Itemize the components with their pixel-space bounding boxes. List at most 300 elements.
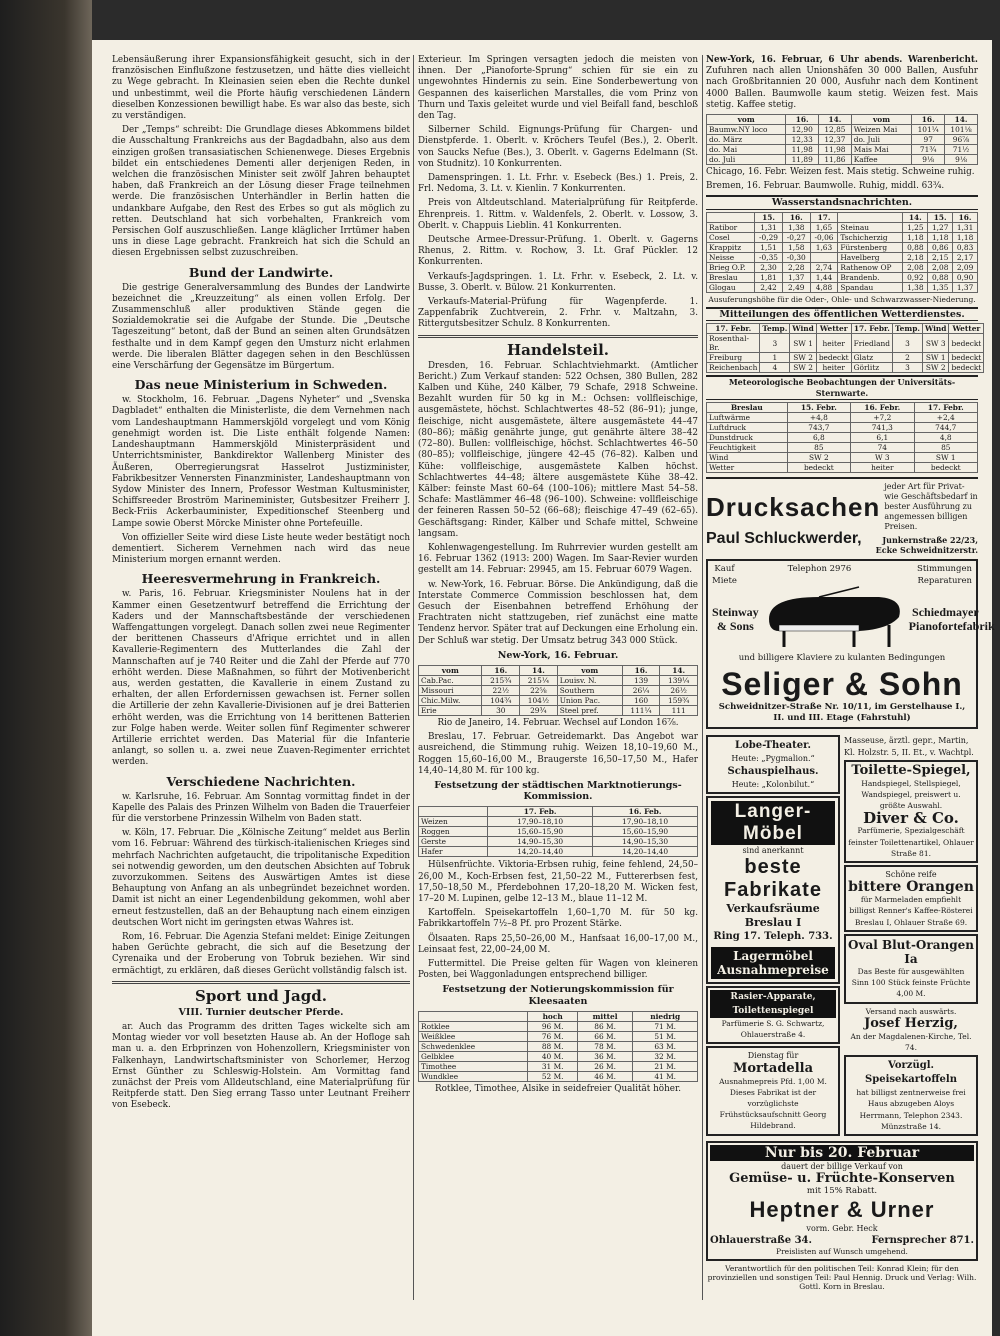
ad-blutorangen-title: Oval Blut-Orangen Ia: [848, 937, 974, 966]
ad-mortadella: [706, 1046, 840, 1135]
ad-herzig-address: An der Magdalenen-Kirche, Tel. 74.: [850, 1031, 972, 1052]
table-row: [707, 155, 978, 165]
table-cell: [810, 252, 838, 262]
table-row: [419, 1061, 698, 1071]
table-header: 14.: [819, 115, 852, 125]
table-cell: 26 M.: [577, 1061, 632, 1071]
table-cell: Rotklee: [419, 1021, 528, 1031]
ad-drucksachen: [706, 477, 978, 532]
result-paragraph: Deutsche Armee-Dressur-Prüfung. 1. Oberlt. v. Gagerns Rhenus, 2. Rittm. v. Rochow, 3. Lt. Graf Pückler. 12 Konkurrenten.: [418, 235, 698, 268]
table-cell: 26¼: [622, 685, 660, 695]
table-cell: -0,29: [755, 232, 783, 242]
article-paragraph: Hülsenfrüchte. Viktoria-Erbsen ruhig, feine fehlend, 24,50–26,00 M., Koch-Erbsen fest, 21,50–22 M., Futtererbsen fest, 17,50–18,50 M., Pferdebohnen 17,20–18,20 M. Wicken fest, 17–20 M. Lupinen, gelbe 12–13 M., blaue 11–12 M.: [418, 860, 698, 904]
table-cell: 1,37: [953, 282, 978, 292]
table-cell: +4,8: [787, 413, 850, 423]
table-cell: 41 M.: [633, 1071, 698, 1081]
table-header: 15. Febr.: [787, 403, 850, 413]
table-header: 15.: [755, 212, 783, 222]
table-cell: 15,60–15,90: [488, 827, 593, 837]
table-cell: 21 M.: [633, 1061, 698, 1071]
ad-orangen-text: für Marmeladen empfiehlt billigst Renner's Kaffee-Rösterei Breslau I, Ohlauer Straße 69.: [849, 895, 973, 927]
article-paragraph: w. Köln, 17. Februar. Die „Kölnische Zeitung“ meldet aus Berlin vom 16. Februar: Während des türkisch-italienischen Krieges sind mehrfach Nachrichten aufgetaucht, die tripolitanische Expedition sei notwendig geworden, um den deutschen Absichten auf Tobruk zuvorzukommen. Seitens des Auswärtigen Amtes ist diese Behauptung von Anfang an als unbegründet bezeichnet worden. Damit ist nicht an einer Legendenbildung gekommen, wohl aber erneut festzustellen, daß an der Behauptung nach einem einzigen deutschen Wort nicht im geringsten etwas Wahres ist.: [112, 828, 410, 928]
ad-konserven-address: Ohlauerstraße 34.: [710, 1234, 812, 1246]
table-cell: bedeckt: [787, 463, 850, 473]
table-cell: 101⅛: [945, 125, 978, 135]
table-cell: Ratibor: [707, 222, 755, 232]
article-paragraph: Dresden, 16. Februar. Schlachtviehmarkt. (Amtlicher Bericht.) Zum Verkauf standen: 522 Ochsen, 380 Bullen, 282 Kalben und Kühe, 240 Kälber, 79 Schafe, 2918 Schweine. Bezahlt wurden für 50 kg in M.: Ochsen: vollfleischige, ausgemästete, höchst. Schlachtwertes 48–52 (86–91); junge, fleischige, nicht ausgemästete, ältere ausgemästete 44–47 (80–86); mäßig genährte junge, gut genährte ältere 38–42 (72–80). Bullen: vollfleischige, höchst. Schlachtwertes 46–50 (80–85); vollfleischige, jüngere 42–45 (76–82). Kalben und Kühe: vollfleischige, ausgemästete Kalben höchst. Schlachtwertes 44–48; ältere ausgemästete Kühe 38–42. Kälber: feinste Mast 60–64 (100–106); mittlere Mast 54–58. Schafe: Mastlämmer 46–48 (96–100). Schweine: vollfleischige der feineren Rassen 50–52 (66–68); fleischige 47–49 (62–65). Geschäftsgang: Rinder, Kälber und Schafe mittel, Schweine langsam.: [418, 360, 698, 539]
table-cell: Brieg O.P.: [707, 262, 755, 272]
table-note: Ausuferungshöhe für die Oder-, Ohle- und Schwarzwasser-Niederung.: [708, 294, 976, 304]
table-cell: Cosel: [707, 232, 755, 242]
ad-orangen-title: bittere Orangen: [848, 879, 974, 896]
table-cell: 2,17: [953, 252, 978, 262]
ad-orangen-top: Schöne reife: [885, 870, 937, 880]
article-paragraph: Futtermittel. Die Preise gelten für Wagen von kleineren Posten, bei Waggonladungen entsprechend billiger.: [418, 959, 698, 981]
ad-piano-mid: [712, 587, 995, 651]
table-header: vom: [707, 115, 786, 125]
table-cell: 2,09: [953, 262, 978, 272]
observations-table: [706, 402, 978, 473]
table-cell: 14,20–14,40: [488, 847, 593, 857]
article-paragraph: Rom, 16. Februar. Die Agenzia Stefani meldet: Einige Zeitungen haben Gerüchte gebracht, die sich auf die Besetzung der Cyrenaika und der Eroberung von Tobruk beziehen. Wir sind ermächtigt, zu erklären, daß dieses Gerücht vollständig falsch ist.: [112, 932, 410, 976]
table-cell: 96 M.: [528, 1021, 577, 1031]
section-divider: [112, 981, 410, 984]
table-title: Festsetzung der städtischen Marktnotierungs-Kommission.: [434, 779, 682, 803]
table-header: 17. Feb.: [488, 807, 593, 817]
table-cell: Gerste: [419, 837, 488, 847]
ad-moebel-big: beste Fabrikate: [724, 856, 822, 902]
ad-moebel-sub: sind anerkannt: [742, 845, 804, 855]
table-cell: 14,90–15,30: [593, 837, 698, 847]
table-cell: 3: [893, 334, 923, 353]
table-header: 16.: [912, 115, 945, 125]
table-row: [419, 837, 698, 847]
table-row: [419, 1031, 698, 1041]
ad-orangen: [844, 865, 978, 932]
table-cell: 78 M.: [577, 1041, 632, 1051]
table-note: Rotklee, Timothee, Alsike in seidefreier Qualität höher.: [434, 1083, 682, 1094]
ad-piano-top: [712, 564, 972, 586]
table-cell: Wind: [707, 453, 788, 463]
table-title: Mitteilungen des öffentlichen Wetterdienstes.: [706, 307, 978, 321]
table-cell: Fürstenberg: [838, 242, 903, 252]
ad-mortadella-title: Mortadella: [733, 1060, 813, 1076]
table-header: Wetter: [816, 324, 851, 334]
table-cell: 11,89: [786, 155, 819, 165]
table-header: Wind: [790, 324, 817, 334]
table-cell: 1,58: [782, 242, 810, 252]
table-cell: 1,27: [928, 222, 953, 232]
table-cell: 2,15: [928, 252, 953, 262]
table-cell: Feuchtigkeit: [707, 443, 788, 453]
table-cell: Union Pac.: [557, 695, 622, 705]
table-note: Rio de Janeiro, 14. Februar. Wechsel auf London 16⅞.: [437, 717, 679, 728]
book-binding: [0, 0, 92, 1336]
table-cell: 9⅛: [945, 155, 978, 165]
ad-grid-right: [844, 733, 978, 1137]
article-paragraph: Ölsaaten. Raps 25,50–26,00 M., Hanfsaat 16,00–17,00 M., Leinsaat fest, 22,00–24,00 M.: [418, 933, 698, 955]
table-header: 14.: [520, 665, 558, 675]
article-paragraph: Der „Temps“ schreibt: Die Grundlage dieses Abkommens bildet die Ausschaltung Frankreichs aus der Bagdadbahn, also aus dem einzigen großen transasiatischen Schienenwege. Dieses Ergebnis bildet ein entschiedenes Dementi aller derjenigen Reden, in welchen die französischen Minister seit zwölf Jahren behauptet haben, daß Frankreich an der Lösung dieser Frage teilnehmen werde. Die französischen Unterhändler in Berlin hatten die undankbare Aufgabe, den Rest des Erbes so gut als möglich zu retten. Deutschland hat sich vorbehalten, Frankreich vom Persischen Golf auszuschließen. Lange kläglicher Irrtümer haben uns in diese Lage gebracht. Frankreich hat sich die Schuld an diesen Ergebnissen selbst zuzuschreiben.: [112, 125, 410, 259]
table-cell: 22⅝: [520, 685, 558, 695]
table-row: [707, 135, 978, 145]
section-heading-frankreich: Heeresvermehrung in Frankreich.: [141, 571, 381, 587]
table-cell: 74: [851, 443, 914, 453]
table-cell: 17,90–18,10: [593, 817, 698, 827]
table-cell: 2,28: [782, 262, 810, 272]
table-cell: Timothee: [419, 1061, 528, 1071]
table-cell: 104¾: [482, 695, 520, 705]
table-cell: do. März: [707, 135, 786, 145]
ad-konserven-phone: Fernsprecher 871.: [871, 1234, 974, 1246]
table-cell: 0,88: [903, 242, 928, 252]
table-cell: bedeckt: [949, 363, 984, 373]
table-cell: bedeckt: [949, 334, 984, 353]
table-cell: 1,25: [903, 222, 928, 232]
table-cell: 97: [912, 135, 945, 145]
table-cell: 0,86: [928, 242, 953, 252]
table-cell: 52 M.: [528, 1071, 577, 1081]
ad-kartoffeln: [844, 1055, 978, 1136]
table-cell: 63 M.: [633, 1041, 698, 1051]
article-paragraph: Breslau, 17. Februar. Getreidemarkt. Das Angebot war ausreichend, die Stimmung ruhig. Weizen 18,10–19,60 M., Roggen 15,60–16,00 M., Braugerste 16,50–17,50 M., Hafer 14,40–14,80 M. für 100 kg.: [418, 732, 698, 776]
article-paragraph: Lebensäußerung ihrer Expansionsfähigkeit gesucht, sich in der französischen Einflußzone festzusetzen, und hätte dies vielleicht zu Wege gebracht. In Kleinasien seien eben die Rechte dunkel und unbestimmt, weil die Pforte häufig verschiedenen Ländern dieselben Konzessionen bewilligt habe. Es war also das beste, sich zu verständigen.: [112, 55, 410, 122]
section-heading-schweden: Das neue Ministerium in Schweden.: [134, 377, 388, 393]
table-cell: 85: [787, 443, 850, 453]
table-row: [707, 222, 978, 232]
ad-moebel-address: Ring 17. Teleph. 733.: [713, 931, 833, 943]
table-header: 17.: [810, 212, 838, 222]
ad-rasier: [706, 986, 840, 1044]
table-row: [707, 443, 978, 453]
column-1: [112, 55, 410, 1300]
table-cell: Friedland: [851, 334, 892, 353]
ad-grid-left: [706, 733, 840, 1137]
table-cell: do. Mai: [707, 145, 786, 155]
table-cell: Kaffee: [851, 155, 912, 165]
table-cell: Erie: [419, 705, 482, 715]
section-divider: [418, 335, 698, 338]
table-header: [419, 1011, 528, 1021]
ad-mortadella-text: Ausnahmepreis Pfd. 1,00 M. Dieses Fabrikat ist der vorzüglichste Frühstücksaufschnitt Georg Hildebrand.: [719, 1076, 827, 1131]
table-header: hoch: [528, 1011, 577, 1021]
ad-address: Schweidnitzer-Straße Nr. 10/11, im Gerstelhause I., II. und III. Etage (Fahrstuhl): [718, 702, 966, 724]
table-cell: 1,81: [755, 272, 783, 282]
table-cell: 2,08: [903, 262, 928, 272]
table-header: 16. Febr.: [851, 403, 914, 413]
ad-theater-title: Lobe-Theater.: [735, 740, 811, 752]
table-cell: 11,98: [786, 145, 819, 155]
table-cell: 40 M.: [528, 1051, 577, 1061]
table-row: [419, 685, 698, 695]
table-row: [707, 453, 978, 463]
table-cell: 1,65: [810, 222, 838, 232]
result-paragraph: Verkaufs-Jagdspringen. 1. Lt. Frhr. v. Esebeck, 2. Lt. v. Busse, 3. Oberlt. v. Bülow. 21 Konkurrenten.: [418, 271, 698, 293]
table-header: Wind: [922, 324, 949, 334]
table-cell: Reichenbach: [707, 363, 760, 373]
table-title: New-York, 16. Februar.: [497, 649, 619, 661]
table-cell: Dunstdruck: [707, 433, 788, 443]
table-cell: 111¼: [622, 705, 660, 715]
table-row: [707, 272, 978, 282]
article-paragraph: ar. Auch das Programm des dritten Tages wickelte sich am Montag wieder vor voll besetzten Hause ab. An der Hofloge sah man u. a. den Erbprinzen von Hohenzollern, Kriegsminister von Falkenhayn, Landwirtschaftsminister von Schorlemer, Herzog Ernst Günther zu Schleswig-Holstein. Am Vormittag fand zunächst der Preis vom Alldeutschland, eine Materialprüfung für Reitpferde statt. Den Sieg errang Tasso unter Leutnant Freiherr von Esebeck.: [112, 1022, 410, 1111]
ad-piano-left: [712, 564, 737, 586]
ad-grid: [706, 733, 978, 1137]
article-paragraph: Kohlenwagengestellung. Im Ruhrrevier wurden gestellt am 16. Februar 1362 (1913: 200) Wagen. Im Saar-Revier wurden gestellt am 14. Februar: 29945, am 15. Februar 6079 Wagen.: [418, 542, 698, 576]
table-header: 14.: [903, 212, 928, 222]
table-row: [707, 433, 978, 443]
table-cell: 86 M.: [577, 1021, 632, 1031]
table-header: vom: [557, 665, 622, 675]
table-cell: do. Juli: [851, 135, 912, 145]
table-row: [707, 282, 978, 292]
ad-services: Stimmungen Reparaturen: [917, 564, 972, 586]
table-row: [707, 242, 978, 252]
ad-massage: Masseuse, ärztl. gepr., Martin, Kl. Holzstr. 5, II. Et., v. Wachtpl.: [844, 736, 974, 757]
column-rule-1: [413, 55, 414, 1300]
ad-spiegel-title: Toilette-Spiegel,: [851, 762, 971, 778]
ad-konserven: [706, 1141, 978, 1261]
table-cell: Steinau: [838, 222, 903, 232]
table-cell: 3: [760, 334, 790, 353]
table-cell: Breslau: [707, 272, 755, 282]
table-header: 16.: [786, 115, 819, 125]
table-row: [707, 423, 978, 433]
table-cell: 139: [622, 675, 660, 685]
table-cell: Görlitz: [851, 363, 892, 373]
ad-moebel-title2: Lagermöbel Ausnahmepreise: [711, 947, 835, 979]
table-cell: SW 2: [790, 363, 817, 373]
table-row: [707, 413, 978, 423]
table-cell: SW 2: [787, 453, 850, 463]
table-cell: Hafer: [419, 847, 488, 857]
table-cell: Spandau: [838, 282, 903, 292]
weather-table: [706, 323, 984, 373]
section-heading-nachrichten: Verschiedene Nachrichten.: [166, 773, 356, 789]
ad-konserven-title: Gemüse- u. Früchte-Konserven: [729, 1171, 955, 1187]
table-cell: 85: [914, 443, 977, 453]
table-cell: Louisv. N.: [557, 675, 622, 685]
table-header: 16.: [482, 665, 520, 675]
ad-spiegel-lines: Handspiegel, Stellspiegel, Wandspiegel, preiswert u. größte Auswahl.: [861, 778, 961, 811]
table-cell: 215¼: [520, 675, 558, 685]
ad-spiegel: [844, 760, 978, 863]
table-cell: Krappitz: [707, 242, 755, 252]
table-cell: Roggen: [419, 827, 488, 837]
result-paragraph: Silberner Schild. Eignungs-Prüfung für Chargen- und Dienstpferde. 1. Oberlt. v. Kröchers Teufel (Bes.), 2. Oberlt. von Saucks Nefue (Bes.), 3. Oberlt. v. Gagerns Edelmann (St. von Studnitz). 10 Konkurrenten.: [418, 125, 698, 169]
table-header: 17. Febr.: [851, 324, 892, 334]
result-paragraph: Damenspringen. 1. Lt. Frhr. v. Esebeck (Bes.) 1. Preis, 2. Frl. Nedoma, 3. Lt. v. Kienlin. 7 Konkurrenten.: [418, 173, 698, 195]
ad-blutorangen: [844, 934, 978, 1004]
table-title: Meteorologische Beobachtungen der Universitäts-Sternwarte.: [706, 375, 978, 400]
market-report: [706, 55, 978, 111]
table-cell: Cab.Pac.: [419, 675, 482, 685]
table-cell: 71 M.: [633, 1021, 698, 1031]
table-header: [838, 212, 903, 222]
table-cell: SW 1: [914, 453, 977, 463]
table-cell: Brandenb.: [838, 272, 903, 282]
table-row: [419, 1051, 698, 1061]
table-cell: 12,37: [819, 135, 852, 145]
table-cell: do. Juli: [707, 155, 786, 165]
table-cell: 51 M.: [633, 1031, 698, 1041]
table-cell: Weizen: [419, 817, 488, 827]
table-cell: SW 1: [790, 334, 817, 353]
ad-company: Paul Schluckwerder,: [706, 530, 862, 548]
ad-rasier-title: Rasier-Apparate, Toilettenspiegel: [710, 990, 836, 1018]
section-heading-bund: Bund der Landwirte.: [188, 264, 334, 280]
ad-konserven-owner: vorm. Gebr. Heck: [806, 1224, 878, 1234]
table-cell: 1,51: [755, 242, 783, 252]
table-cell: heiter: [816, 334, 851, 353]
table-cell: 71½: [945, 145, 978, 155]
ad-title: Drucksachen: [706, 492, 881, 523]
table-title: Festsetzung der Notierungskommission für Kleesaaten: [442, 984, 674, 1007]
table-cell: 2,08: [928, 262, 953, 272]
table-cell: 1,18: [953, 232, 978, 242]
table-cell: Tschicherzig: [838, 232, 903, 242]
table-cell: 0,90: [953, 272, 978, 282]
article-paragraph: Kartoffeln. Speisekartoffeln 1,60–1,70 M. für 50 kg. Fabrikkartoffeln 7½–8 Pf. pro Prozent Stärke.: [418, 908, 698, 930]
table-cell: 31 M.: [528, 1061, 577, 1071]
table-cell: Weißklee: [419, 1031, 528, 1041]
report-text: Zufuhren nach allen Unionshäfen 30 000 Ballen, Ausfuhr nach Großbritannien 20 000, Ausfuhr nach dem Kontinent 4000 Ballen. Baumwolle kaum stetig. Weizen fest. Mais stetig. Kaffee stetig.: [706, 66, 978, 110]
table-row: [419, 675, 698, 685]
table-cell: 1,38: [903, 282, 928, 292]
ad-kauf: Kauf: [714, 564, 735, 575]
table-cell: 66 M.: [577, 1031, 632, 1041]
section-subheading: VIII. Turnier deutscher Pferde.: [178, 1006, 344, 1018]
ad-theater: [706, 735, 840, 793]
table-cell: Missouri: [419, 685, 482, 695]
table-row: [419, 817, 698, 827]
table-cell: 215¾: [482, 675, 520, 685]
table-cell: 6,8: [787, 433, 850, 443]
table-cell: Wetter: [707, 463, 788, 473]
table-cell: Chic.Milw.: [419, 695, 482, 705]
table-cell: Neisse: [707, 252, 755, 262]
table-cell: 22½: [482, 685, 520, 695]
table-row: [707, 262, 978, 272]
table-title: Wasserstandsnachrichten.: [706, 195, 978, 209]
ad-blutorangen-text: Das Beste für ausgewählten Sinn 100 Stück feinste Früchte 4,00 M.: [851, 966, 971, 999]
table-cell: bedeckt: [949, 353, 984, 363]
table-cell: 36 M.: [577, 1051, 632, 1061]
article-paragraph: Von offizieller Seite wird diese Liste heute weder bestätigt noch dementiert. Sicherem Vernehmen nach wird das neue Ministerium morgen ernannt werden.: [112, 532, 410, 566]
table-cell: Weizen Mai: [851, 125, 912, 135]
section-heading-sport: Sport und Jagd.: [195, 986, 327, 1005]
ad-konserven-company: Heptner & Urner: [749, 1197, 935, 1223]
table-cell: 29¾: [520, 705, 558, 715]
ad-text: jeder Art für Privat- wie Geschäftsbedarf in bester Ausführung zu angemessen billigen Preisen.: [884, 482, 978, 532]
table-cell: SW 2: [790, 353, 817, 363]
water-level-table: [706, 212, 978, 293]
ad-theater-line: Heute: „Pygmalion.“: [731, 754, 815, 764]
table-header: 15.: [928, 212, 953, 222]
table-cell: 1,38: [782, 222, 810, 232]
result-paragraph: Verkaufs-Material-Prüfung für Wagenpferde. 1. Zappenfabrik Zuchtverein, 2. Frhr. v. Maltzahn, 3. Rittergutsbesitzer Schulz. 8 Konkurrenten.: [418, 297, 698, 330]
table-cell: Steel pref.: [557, 705, 622, 715]
table-row: [419, 705, 698, 715]
table-cell: 1: [760, 353, 790, 363]
table-header: Wetter: [949, 324, 984, 334]
ad-konserven-discount: mit 15% Rabatt.: [806, 1186, 878, 1197]
table-cell: 11,86: [819, 155, 852, 165]
table-cell: 3: [893, 363, 923, 373]
table-header: Breslau: [707, 403, 788, 413]
table-cell: 743,7: [787, 423, 850, 433]
table-cell: SW 3: [922, 334, 949, 353]
table-row: [707, 232, 978, 242]
table-cell: 76 M.: [528, 1031, 577, 1041]
table-cell: 111: [660, 705, 698, 715]
ad-herzig: [844, 1006, 978, 1054]
column-rule-2: [702, 55, 703, 1300]
result-paragraph: Preis von Altdeutschland. Materialprüfung für Reitpferde. Ehrenpreis. 1. Rittm. v. Waldenfels, 2. Oberlt. v. Lossow, 3. Oberlt. v. Chappuis Lieblin. 41 Konkurrenten.: [418, 198, 698, 231]
table-cell: 159¾: [660, 695, 698, 705]
column-2: [418, 55, 698, 1300]
table-cell: 12,90: [786, 125, 819, 135]
table-cell: Rosenthal-Br.: [707, 334, 760, 353]
table-cell: Havelberg: [838, 252, 903, 262]
ad-theater-title2: Schauspielhaus.: [727, 765, 819, 777]
table-header: [707, 212, 755, 222]
table-row: [707, 125, 978, 135]
ad-address: Junkernstraße 22/23, Ecke Schweidnitzerstr.: [875, 535, 978, 556]
ad-miete: Miete: [712, 575, 737, 586]
table-cell: 2,30: [755, 262, 783, 272]
table-cell: 4: [760, 363, 790, 373]
table-cell: -0,27: [782, 232, 810, 242]
table-header: Temp.: [893, 324, 923, 334]
table-cell: 741,3: [851, 423, 914, 433]
table-row: [707, 145, 978, 155]
table-cell: 46 M.: [577, 1071, 632, 1081]
table-header: 16.: [782, 212, 810, 222]
ad-konserven-line2: dauert der billige Verkauf von: [781, 1161, 903, 1171]
table-cell: Gelbklee: [419, 1051, 528, 1061]
ad-moebel: [706, 796, 840, 984]
table-cell: 2,42: [755, 282, 783, 292]
table-header: [419, 807, 488, 817]
table-cell: 12,85: [819, 125, 852, 135]
table-cell: +2,4: [914, 413, 977, 423]
ny-stock-table: [418, 665, 698, 716]
article-paragraph: w. Karlsruhe, 16. Februar. Am Sonntag vormittag findet in der Kapelle des Palais des Prinzen Wilhelm von Baden die Trauerfeier für die verstorbene Prinzessin Wilhelm von Baden statt.: [112, 791, 410, 824]
table-cell: Luftdruck: [707, 423, 788, 433]
article-paragraph: Exterieur. Im Springen versagten jedoch die meisten von ihnen. Der „Pianoforte-Sprung“ schien für sie ein zu ungewohntes Hindernis zu sein. Eine Sonderbewertung von Gespannen des kaiserlichen Marstalles, die vom Prinz von Thurn und Taxis geleitet wurde und viel Beifall fand, beschloß den Tag.: [418, 55, 698, 122]
table-header: mittel: [577, 1011, 632, 1021]
ad-brand-steinway: Steinway & Sons: [712, 604, 759, 633]
table-row: [707, 353, 984, 363]
column-3: [706, 55, 995, 1300]
table-cell: Glatz: [851, 353, 892, 363]
article-paragraph: w. New-York, 16. Februar. Börse. Die Ankündigung, daß die Interstate Commerce Commission beschlossen hat, dem Gesuch der Eisenbahnen betreffend Erhöhung der Frachtraten nicht stattzugeben, rief zunächst eine matte Tendenz hervor. Später trat auf Deckungen eine Erholung ein. Der Schluß war stetig. Der Umsatz betrug 343 000 Stück.: [418, 579, 698, 646]
imprint: Verantwortlich für den politischen Teil: Konrad Klein; für den provinziellen und sonstigen Teil: Paul Hennig. Druck und Verlag: Wilh. Gottl. Korn in Breslau.: [707, 1263, 977, 1291]
table-cell: 96⅞: [945, 135, 978, 145]
table-cell: -0,06: [810, 232, 838, 242]
table-cell: Rathenow OP: [838, 262, 903, 272]
table-cell: 4,88: [810, 282, 838, 292]
market-report: Chicago, 16. Febr. Weizen fest. Mais stetig. Schweine ruhig.: [706, 167, 975, 178]
table-cell: 14,90–15,30: [488, 837, 593, 847]
article-paragraph: Die gestrige Generalversammlung des Bundes der Landwirte bezeichnet die „Kreuzzeitung“ als einen vollen Erfolg. Der Zusammenschluß aller produktiven Stände gegen die Sozialdemokratie sei die Aufgabe der Stunde. Die „Deutsche Tageszeitung“ betont, daß der Bund an seinen alten Grundsätzen festhalte und in dem Kampf gegen den Umsturz nicht erlahmen werde. Die liberalen Blätter dagegen sehen in den Beschlüssen eine Verschärfung der Gegensätze im Bürgertum.: [112, 282, 410, 372]
table-cell: 88 M.: [528, 1041, 577, 1051]
table-cell: 17,90–18,10: [488, 817, 593, 827]
table-row: [419, 827, 698, 837]
table-cell: bedeckt: [914, 463, 977, 473]
table-cell: W 3: [851, 453, 914, 463]
